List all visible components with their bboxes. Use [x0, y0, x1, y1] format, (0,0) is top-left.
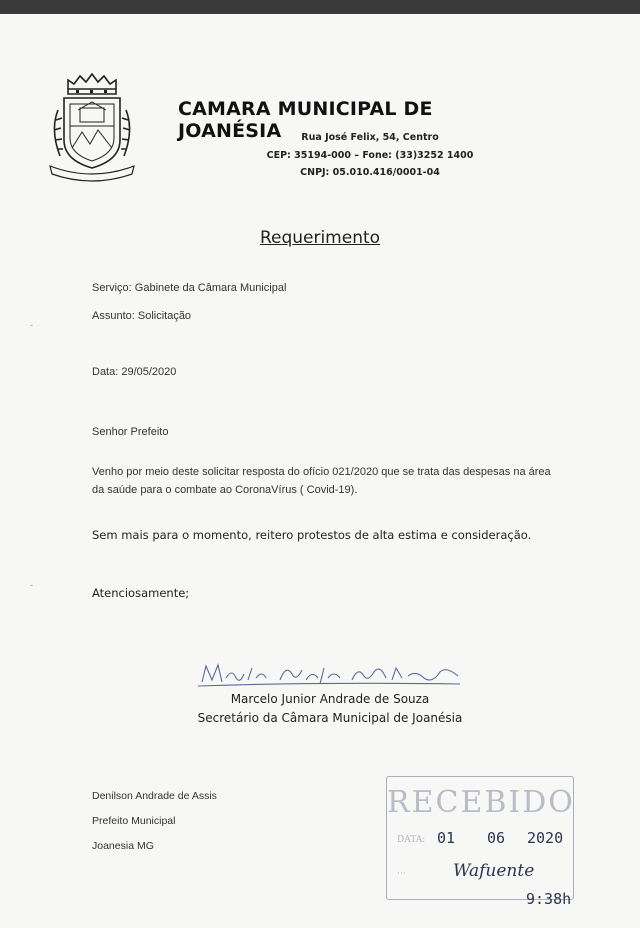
field-servico: Serviço: Gabinete da Câmara Municipal	[92, 282, 287, 294]
closing-sentence: Sem mais para o momento, reitero protestos de alta estima e consideração.	[92, 528, 532, 542]
stamp-received-by: Wafuente	[453, 861, 535, 881]
received-time: 9:38h	[526, 890, 572, 908]
signatory-name: Marcelo Junior Andrade de Souza	[230, 692, 430, 706]
stamp-day: 01	[437, 829, 456, 847]
stamp-date-label: DATA:	[397, 835, 426, 845]
institution-title: CAMARA MUNICIPAL DE JOANÉSIA	[178, 98, 433, 142]
recipient-city: Joanesia MG	[92, 840, 154, 852]
stamp-title: RECEBIDO	[387, 785, 575, 820]
field-data: Data: 29/05/2020	[92, 366, 177, 378]
margin-mark: -	[30, 320, 33, 330]
closing-salutation: Atenciosamente;	[92, 586, 190, 600]
stamp-received-label: ···	[397, 869, 406, 879]
body-paragraph: Venho por meio deste solicitar resposta do ofício 021/2020 que se trata das despesas na área da saúde para o combate ao CoronaVírus ( Covid-19).	[92, 466, 551, 496]
signatory-role: Secretário da Câmara Municipal de Joanésia	[197, 711, 463, 725]
field-assunto: Assunto: Solicitação	[92, 310, 192, 322]
salutation: Senhor Prefeito	[92, 426, 169, 438]
institution-address: Rua José Felix, 54, Centro	[301, 132, 439, 143]
recipient-name: Denilson Andrade de Assis	[92, 790, 217, 802]
received-stamp	[386, 776, 574, 900]
document-title: Requerimento	[259, 228, 381, 248]
margin-mark: -	[30, 580, 33, 590]
handwritten-signature	[196, 660, 464, 690]
recipient-title: Prefeito Municipal	[92, 815, 176, 827]
municipal-crest-logo	[40, 70, 144, 184]
institution-contact: CEP: 35194-000 – Fone: (33)3252 1400	[266, 150, 474, 161]
document-page	[0, 14, 640, 928]
institution-cnpj: CNPJ: 05.010.416/0001-04	[300, 167, 440, 178]
stamp-year: 2020	[527, 829, 564, 847]
stamp-month: 06	[487, 829, 506, 847]
